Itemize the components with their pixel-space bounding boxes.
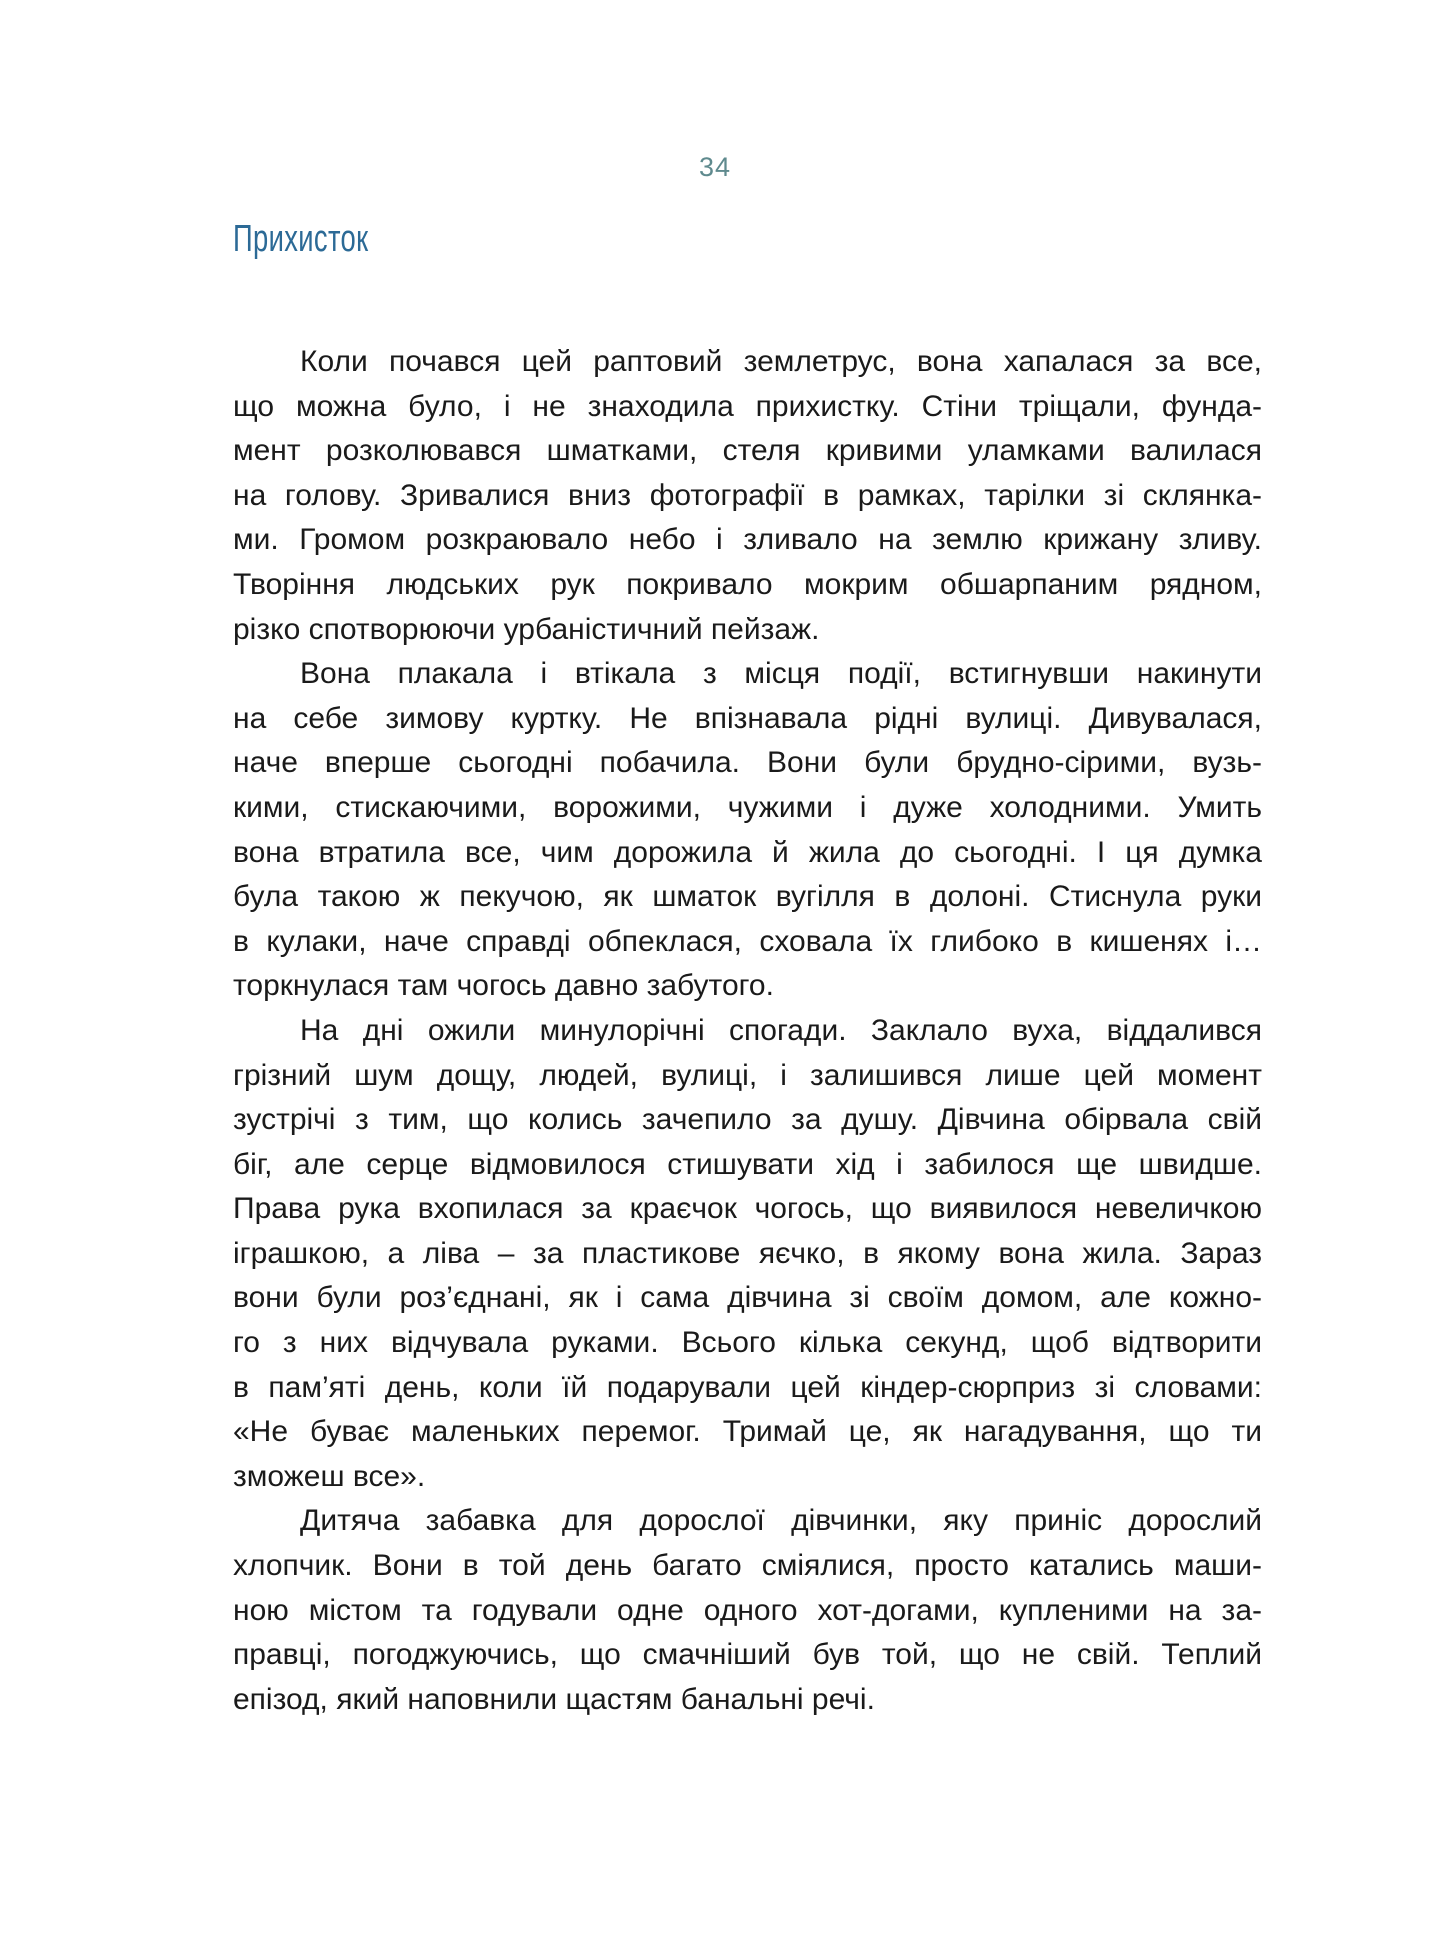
paragraph bbox=[233, 1499, 1262, 1722]
text-line: На дні ожили минулорічні спогади. Заклало вуха, віддалився bbox=[300, 1013, 1262, 1047]
text-line: Вона плакала і втікала з місця події, встигнувши накинути bbox=[300, 657, 1262, 691]
text-line: іграшкою, а ліва – за пластикове яєчко, в якому вона жила. Зараз bbox=[233, 1236, 1262, 1270]
text-line: го з них відчувала руками. Всього кілька секунд, щоб відтворити bbox=[233, 1326, 1262, 1360]
text-line: правці, погоджуючись, що смачніший був той, що не свій. Теплий bbox=[233, 1638, 1262, 1672]
text-line: ми. Громом розкраювало небо і зливало на землю крижану зливу. bbox=[233, 523, 1262, 557]
text-line: торкнулася там чогось давно забутого. bbox=[233, 969, 774, 1003]
chapter-title: Прихисток bbox=[233, 218, 369, 260]
text-line: Права рука вхопилася за краєчок чогось, що виявилося невеличкою bbox=[233, 1192, 1262, 1226]
text-line: в кулаки, наче справді обпеклася, сховала їх глибоко в кишенях і… bbox=[233, 924, 1262, 958]
paragraph bbox=[233, 1009, 1262, 1500]
text-line: Коли почався цей раптовий землетрус, вона хапалася за все, bbox=[300, 345, 1262, 378]
text-line: вони були роз’єднані, як і сама дівчина зі своїм домом, але кожно- bbox=[233, 1281, 1262, 1315]
text-line: кими, стискаючими, ворожими, чужими і дуже холодними. Умить bbox=[233, 790, 1262, 824]
text-line: на себе зимову куртку. Не впізнавала рідні вулиці. Дивувалася, bbox=[233, 701, 1262, 735]
text-line: на голову. Зривалися вниз фотографії в рамках, тарілки зі склянка- bbox=[233, 478, 1262, 512]
text-line: що можна було, і не знаходила прихистку. Стіни тріщали, фунда- bbox=[233, 389, 1262, 423]
page-number: 34 bbox=[698, 152, 732, 182]
text-line: мент розколювався шматками, стеля кривими уламками валилася bbox=[233, 434, 1262, 468]
text-line: грізний шум дощу, людей, вулиці, і залишився лише цей момент bbox=[233, 1058, 1262, 1092]
text-line: була такою ж пекучою, як шматок вугілля в долоні. Стиснула руки bbox=[233, 880, 1262, 914]
text-line: хлопчик. Вони в той день багато сміялися, просто катались маши- bbox=[233, 1549, 1262, 1583]
text-line: епізод, який наповнили щастям банальні речі. bbox=[233, 1682, 875, 1716]
text-line: Дитяча забавка для дорослої дівчинки, яку приніс дорослий bbox=[300, 1504, 1262, 1538]
text-line: в пам’яті день, коли їй подарували цей кіндер-сюрприз зі словами: bbox=[233, 1370, 1262, 1404]
text-line: наче вперше сьогодні побачила. Вони були брудно-сірими, вузь- bbox=[233, 746, 1262, 780]
text-line: біг, але серце відмовилося стишувати хід і забилося ще швидше. bbox=[233, 1147, 1262, 1181]
text-line: різко спотворюючи урбаністичний пейзаж. bbox=[233, 612, 820, 646]
paragraph bbox=[233, 652, 1262, 1009]
text-line: «Не буває маленьких перемог. Тримай це, як нагадування, що ти bbox=[233, 1415, 1262, 1449]
text-line: Творіння людських рук покривало мокрим обшарпаним рядном, bbox=[233, 567, 1262, 601]
text-line: вона втратила все, чим дорожила й жила до сьогодні. І ця думка bbox=[233, 835, 1262, 869]
paragraph bbox=[233, 340, 1262, 652]
text-line: зможеш все». bbox=[233, 1459, 426, 1493]
text-line: зустрічі з тим, що колись зачепило за душу. Дівчина обірвала свій bbox=[233, 1103, 1262, 1137]
body-text bbox=[233, 340, 1262, 1722]
text-line: ною містом та годували одне одного хот-догами, купленими на за- bbox=[233, 1593, 1262, 1627]
